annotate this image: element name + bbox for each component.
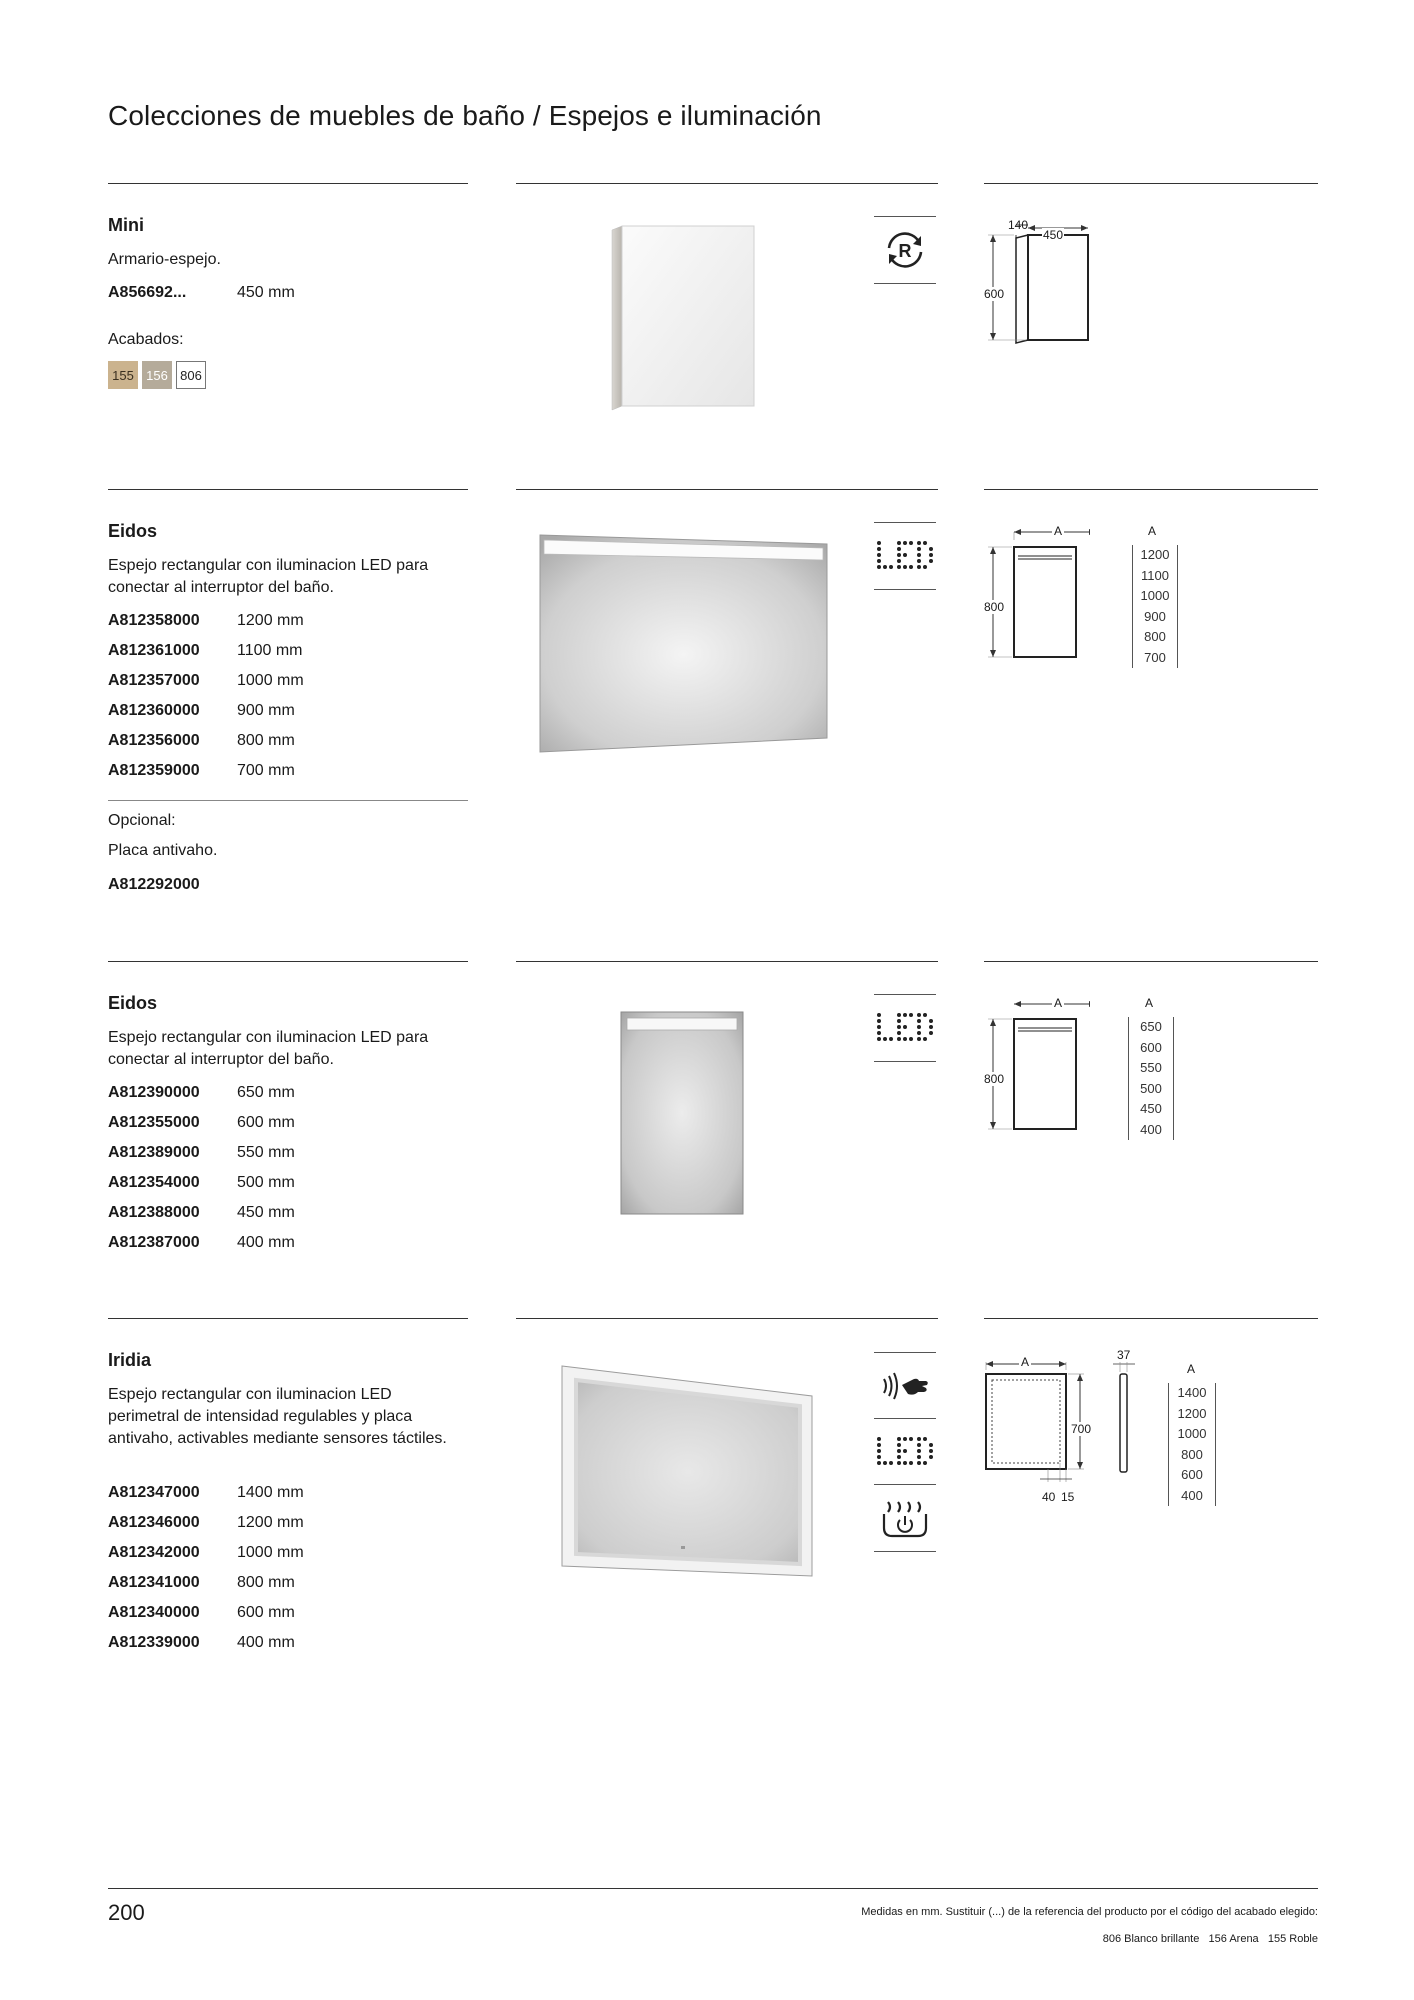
reference-size: 650 mm	[237, 1084, 295, 1101]
reference-code: A812340000	[108, 1604, 200, 1621]
section-rule	[516, 1318, 938, 1319]
reference-row	[108, 1078, 295, 1108]
reference-row	[108, 1538, 304, 1568]
dimension-depth: 140	[1008, 218, 1029, 232]
dimension-height: 600	[984, 287, 1005, 301]
product-name-iridia: Iridia	[108, 1350, 152, 1370]
dimension-height: 800	[984, 600, 1005, 614]
reference-size: 550 mm	[237, 1144, 295, 1161]
product-image-iridia	[550, 1358, 820, 1583]
product-name-eidos: Eidos	[108, 521, 158, 541]
section-rule	[984, 183, 1318, 184]
section-rule	[108, 183, 468, 184]
finish-swatches	[108, 361, 206, 389]
dimension-depth: 37	[1117, 1348, 1131, 1362]
dimension-table-cell: 1200	[1140, 547, 1170, 562]
product-name-mini: Mini	[108, 215, 144, 235]
dimension-table	[1168, 1383, 1216, 1506]
reference-size: 800 mm	[237, 732, 295, 749]
dimension-width: 450	[1043, 228, 1064, 242]
reference-row	[108, 1508, 304, 1538]
dimension-table	[1132, 545, 1178, 668]
reference-row	[108, 606, 304, 636]
reference-code: A856692...	[108, 284, 187, 301]
reference-code: A812360000	[108, 702, 200, 719]
reference-list	[108, 1078, 295, 1258]
reference-size: 1400 mm	[237, 1484, 304, 1501]
finish-swatch-806: 806	[176, 361, 206, 389]
product-description: Espejo rectangular con iluminacion LED para conectar al interruptor del baño.	[108, 557, 429, 596]
product-image-mini	[600, 220, 760, 420]
section-rule	[516, 489, 938, 490]
section-rule	[984, 961, 1318, 962]
reference-code: A812346000	[108, 1514, 200, 1531]
reference-row	[108, 1598, 304, 1628]
reference-size: 400 mm	[237, 1634, 295, 1651]
reference-row	[108, 1198, 295, 1228]
optional-code: A812292000	[108, 876, 200, 893]
dimension-table-header: A	[1187, 1362, 1196, 1376]
page-number: 200	[108, 1900, 145, 1925]
reference-row	[108, 1138, 295, 1168]
reference-size: 600 mm	[237, 1114, 295, 1131]
reference-code: A812347000	[108, 1484, 200, 1501]
dimension-a: A	[1021, 1355, 1030, 1369]
dimension-table-cell: 1400	[1177, 1385, 1207, 1400]
reference-code: A812341000	[108, 1574, 200, 1591]
dimension-table-cell: 1000	[1140, 588, 1170, 603]
dimension-a: A	[1054, 524, 1063, 538]
reference-row	[108, 726, 304, 756]
reference-code: A812387000	[108, 1234, 200, 1251]
led-icon	[874, 522, 936, 590]
dimension-frame: 40	[1042, 1490, 1056, 1504]
product-description: Espejo rectangular con iluminacion LED para conectar al interruptor del baño.	[108, 1029, 429, 1068]
dimension-table-header: A	[1145, 996, 1154, 1010]
dimension-drawing-eidos	[980, 520, 1090, 665]
footer-rule	[108, 1888, 1318, 1889]
dimension-table-cell: 800	[1144, 629, 1166, 644]
dimension-table-cell: 900	[1144, 608, 1166, 624]
reference-size: 1000 mm	[237, 1544, 304, 1561]
dimension-table-cell: 500	[1140, 1080, 1162, 1096]
dimension-table-header: A	[1148, 524, 1157, 538]
reference-size: 1200 mm	[237, 1514, 304, 1531]
reference-code: A812358000	[108, 612, 200, 629]
product-name-eidos: Eidos	[108, 993, 158, 1013]
product-description: Armario-espejo.	[108, 251, 221, 268]
product-description: Espejo rectangular con iluminacion LED perimetral de intensidad regulables y placa antivaho, activables mediante sensores táctiles.	[108, 1386, 447, 1447]
reference-code: A812388000	[108, 1204, 200, 1221]
reference-row	[108, 1108, 295, 1138]
reference-size: 450 mm	[237, 284, 295, 301]
reference-size: 1100 mm	[237, 642, 303, 659]
finish-legend: 806 Blanco brillante 156 Arena 155 Roble	[1102, 1933, 1318, 1945]
dimension-height: 700	[1071, 1422, 1092, 1436]
section-rule	[108, 961, 468, 962]
reference-code: A812355000	[108, 1114, 200, 1131]
optional-description: Placa antivaho.	[108, 842, 218, 859]
section-rule	[108, 489, 468, 490]
reference-row	[108, 1628, 304, 1658]
finishes-label: Acabados:	[108, 331, 184, 348]
reference-row	[108, 756, 304, 786]
reference-row	[108, 1168, 295, 1198]
led-icon	[874, 1418, 936, 1485]
dimension-table	[1128, 1017, 1174, 1140]
reference-size: 1000 mm	[237, 672, 304, 689]
section-rule	[108, 1318, 468, 1319]
reference-row	[108, 1568, 304, 1598]
reference-size: 900 mm	[237, 702, 295, 719]
dimension-table-cell: 400	[1181, 1487, 1203, 1503]
dimension-table-cell: 800	[1181, 1446, 1203, 1462]
reference-code: A812389000	[108, 1144, 200, 1161]
dimension-table-cell: 600	[1140, 1039, 1162, 1055]
dimension-table-cell: 1100	[1141, 567, 1169, 583]
dimension-table-cell: 700	[1144, 649, 1166, 665]
reference-row	[108, 666, 304, 696]
reference-size: 1200 mm	[237, 612, 304, 629]
reference-code: A812357000	[108, 672, 200, 689]
reference-code: A812354000	[108, 1174, 200, 1191]
dimension-drawing-eidos	[980, 992, 1090, 1137]
finish-swatch-156: 156	[142, 361, 172, 389]
reference-list	[108, 1478, 304, 1658]
reference-code: A812361000	[108, 642, 200, 659]
antifog-icon	[874, 1484, 936, 1552]
reference-row	[108, 278, 295, 308]
product-image-eidos-portrait	[615, 1008, 755, 1218]
dimension-height: 800	[984, 1072, 1005, 1086]
reference-row	[108, 636, 304, 666]
reference-code: A812356000	[108, 732, 200, 749]
reference-list	[108, 606, 304, 786]
reference-size: 400 mm	[237, 1234, 295, 1251]
dimension-table-cell: 1200	[1177, 1405, 1207, 1421]
section-rule	[516, 961, 938, 962]
touch-sensor-icon	[874, 1352, 936, 1419]
dimension-table-cell: 450	[1140, 1101, 1162, 1116]
dimension-drawing-iridia	[980, 1352, 1140, 1512]
reference-size: 450 mm	[237, 1204, 295, 1221]
dimension-table-cell: 400	[1140, 1121, 1162, 1137]
reference-size: 500 mm	[237, 1174, 295, 1191]
dimension-table-cell: 600	[1181, 1467, 1203, 1482]
reference-code: A812390000	[108, 1084, 200, 1101]
reference-size: 700 mm	[237, 762, 295, 779]
reference-code: A812359000	[108, 762, 200, 779]
reference-row	[108, 1478, 304, 1508]
reference-row	[108, 696, 304, 726]
reference-code: A812342000	[108, 1544, 200, 1561]
reference-size: 800 mm	[237, 1574, 295, 1591]
page-title: Colecciones de muebles de baño / Espejos e iluminación	[108, 100, 822, 131]
led-icon	[874, 994, 936, 1062]
optional-divider	[108, 800, 468, 801]
dimension-frame-inner: 15	[1061, 1490, 1075, 1504]
reference-row	[108, 1228, 295, 1258]
dimension-drawing-mini	[980, 215, 1100, 350]
reference-list	[108, 278, 295, 308]
section-rule	[984, 489, 1318, 490]
reference-size: 600 mm	[237, 1604, 295, 1621]
dimension-a: A	[1054, 996, 1063, 1010]
section-rule	[516, 183, 938, 184]
optional-label: Opcional:	[108, 812, 176, 829]
footer-note: Medidas en mm. Sustituir (...) de la referencia del producto por el código del acabado elegido:	[861, 1906, 1318, 1918]
dimension-table-cell: 650	[1140, 1019, 1162, 1034]
finish-swatch-155: 155	[108, 361, 138, 389]
section-rule	[984, 1318, 1318, 1319]
dimension-table-cell: 1000	[1177, 1426, 1207, 1441]
reference-code: A812339000	[108, 1634, 200, 1651]
svg-text:R: R	[898, 241, 912, 261]
product-image-eidos-landscape	[530, 528, 840, 758]
reversible-icon	[874, 216, 936, 284]
dimension-table-cell: 550	[1140, 1060, 1162, 1075]
